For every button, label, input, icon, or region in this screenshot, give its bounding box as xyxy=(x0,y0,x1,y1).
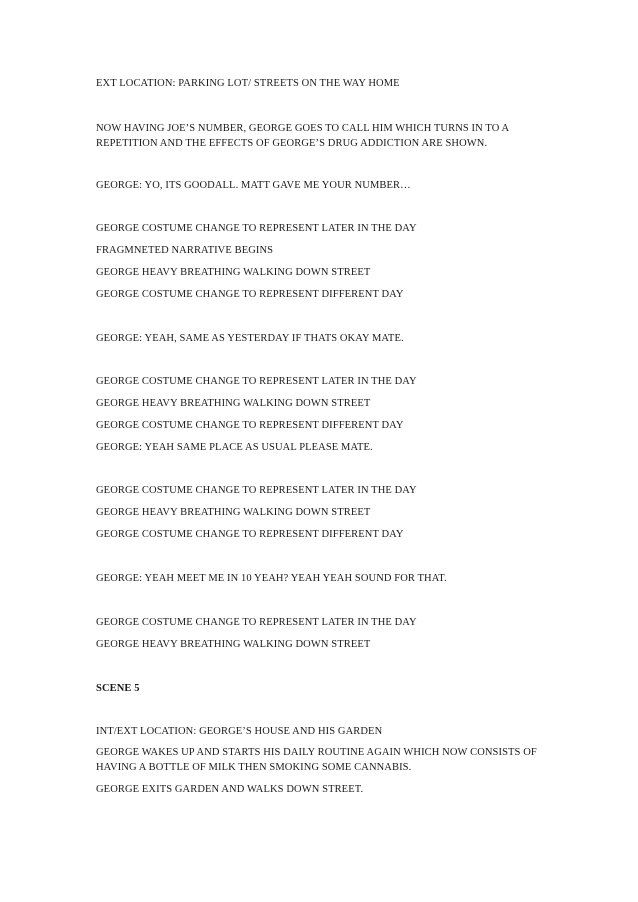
action-line: NOW HAVING JOE’S NUMBER, GEORGE GOES TO CALL HIM WHICH TURNS IN TO A REPETITION AND THE EFFECTS OF GEORGE’S DRUG ADDICTION ARE SHOWN. xyxy=(96,123,509,149)
scene-heading: EXT LOCATION: PARKING LOT/ STREETS ON THE WAY HOME xyxy=(96,78,400,89)
action-line: GEORGE COSTUME CHANGE TO REPRESENT LATER IN THE DAY xyxy=(96,223,417,234)
action-line: GEORGE HEAVY BREATHING WALKING DOWN STREET xyxy=(96,267,371,278)
action-line: GEORGE EXITS GARDEN AND WALKS DOWN STREET. xyxy=(96,784,364,795)
action-line: GEORGE HEAVY BREATHING WALKING DOWN STREET xyxy=(96,507,371,518)
action-line: GEORGE HEAVY BREATHING WALKING DOWN STREET xyxy=(96,639,371,650)
scene-number-heading: SCENE 5 xyxy=(96,683,140,694)
action-line: GEORGE COSTUME CHANGE TO REPRESENT LATER IN THE DAY xyxy=(96,617,417,628)
action-line: GEORGE COSTUME CHANGE TO REPRESENT DIFFERENT DAY xyxy=(96,529,404,540)
action-line: GEORGE COSTUME CHANGE TO REPRESENT LATER IN THE DAY xyxy=(96,376,417,387)
action-line: GEORGE COSTUME CHANGE TO REPRESENT DIFFERENT DAY xyxy=(96,289,404,300)
action-line: GEORGE HEAVY BREATHING WALKING DOWN STREET xyxy=(96,398,371,409)
action-line: GEORGE WAKES UP AND STARTS HIS DAILY ROUTINE AGAIN WHICH NOW CONSISTS OF HAVING A BOTTLE OF MILK THEN SMOKING SOME CANNABIS. xyxy=(96,747,537,773)
dialogue-line: GEORGE: YEAH, SAME AS YESTERDAY IF THATS OKAY MATE. xyxy=(96,333,404,344)
dialogue-line: GEORGE: YO, ITS GOODALL. MATT GAVE ME YOUR NUMBER… xyxy=(96,180,411,191)
dialogue-line: GEORGE: YEAH SAME PLACE AS USUAL PLEASE MATE. xyxy=(96,442,373,453)
action-line: FRAGMNETED NARRATIVE BEGINS xyxy=(96,245,274,256)
scene-heading: INT/EXT LOCATION: GEORGE’S HOUSE AND HIS GARDEN xyxy=(96,726,383,737)
action-line: GEORGE COSTUME CHANGE TO REPRESENT LATER IN THE DAY xyxy=(96,485,417,496)
dialogue-line: GEORGE: YEAH MEET ME IN 10 YEAH? YEAH YEAH SOUND FOR THAT. xyxy=(96,573,447,584)
action-line: GEORGE COSTUME CHANGE TO REPRESENT DIFFERENT DAY xyxy=(96,420,404,431)
